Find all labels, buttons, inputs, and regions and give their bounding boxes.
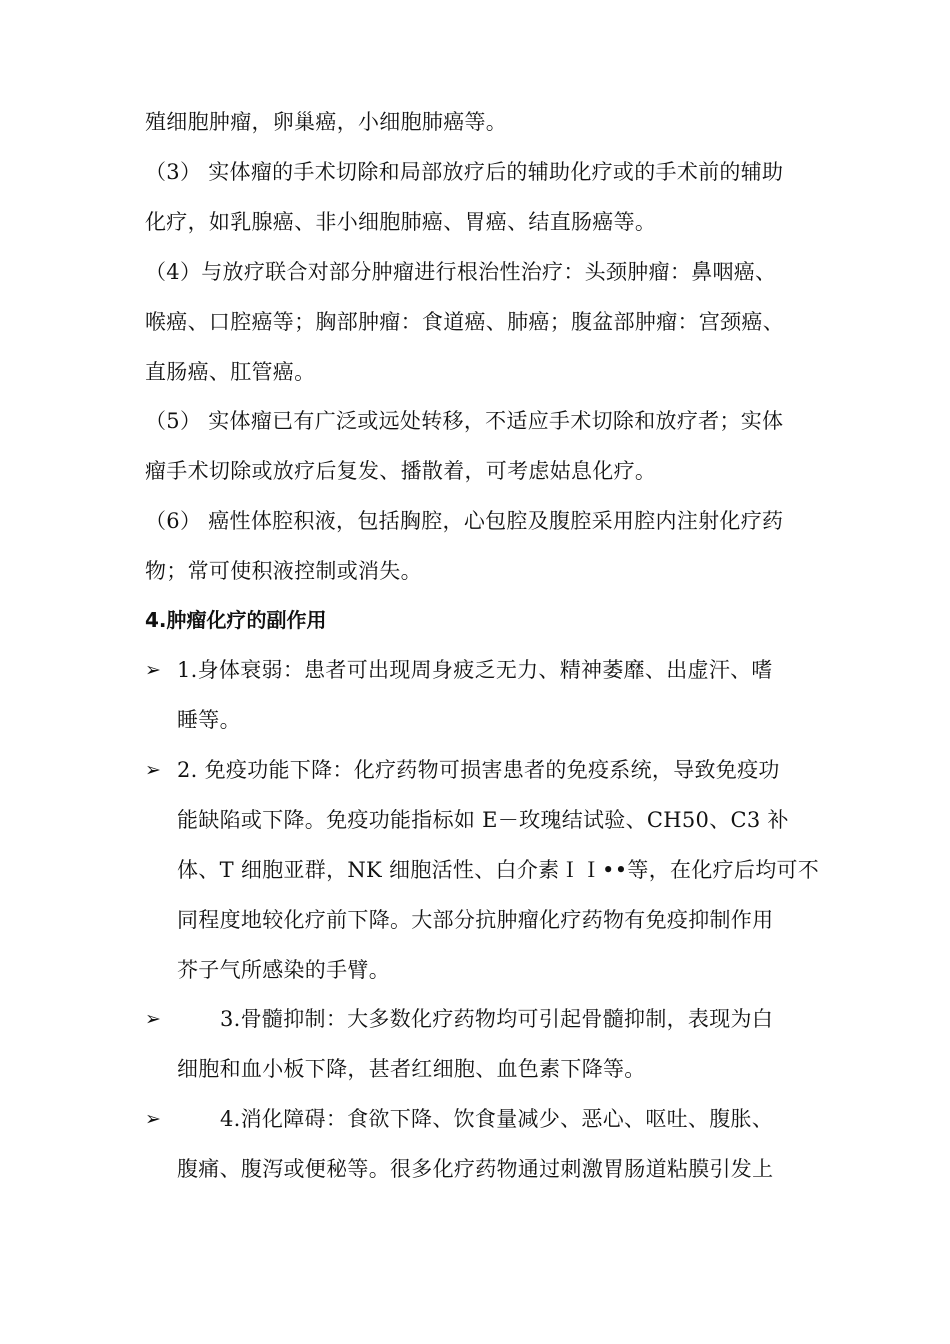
bullet-line: 芥子气所感染的手臂。 (177, 958, 390, 982)
paragraph-line: 物；常可使积液控制或消失。 (145, 559, 422, 583)
paragraph-line: （5） 实体瘤已有广泛或远处转移，不适应手术切除和放疗者；实体 (145, 409, 784, 433)
bullet-arrow-icon: ➢ (145, 1108, 161, 1130)
bullet-arrow-icon: ➢ (145, 1008, 161, 1030)
paragraph-line: 喉癌、口腔癌等；胸部肿瘤：食道癌、肺癌；腹盆部肿瘤：宫颈癌、 (145, 310, 784, 334)
bullet-line: 细胞和血小板下降，甚者红细胞、血色素下降等。 (177, 1057, 646, 1081)
paragraph-line: （4）与放疗联合对部分肿瘤进行根治性治疗：头颈肿瘤：鼻咽癌、 (145, 260, 777, 284)
paragraph-line: （3） 实体瘤的手术切除和局部放疗后的辅助化疗或的手术前的辅助 (145, 160, 784, 184)
bullet-line: 同程度地较化疗前下降。大部分抗肿瘤化疗药物有免疫抑制作用 (177, 908, 774, 932)
bullet-line: 4.消化障碍：食欲下降、饮食量减少、恶心、呕吐、腹胀、 (220, 1107, 774, 1131)
bullet-line: 1.身体衰弱：患者可出现周身疲乏无力、精神萎靡、出虚汗、嗜 (177, 658, 773, 682)
bullet-line: 能缺陷或下降。免疫功能指标如 E－玫瑰结试验、CH50、C3 补 (177, 808, 789, 832)
section-heading: 4.肿瘤化疗的副作用 (145, 608, 327, 632)
paragraph-line: （6） 癌性体腔积液，包括胸腔，心包腔及腹腔采用腔内注射化疗药 (145, 509, 784, 533)
bullet-line: 2. 免疫功能下降：化疗药物可损害患者的免疫系统，导致免疫功 (177, 758, 780, 782)
bullet-line: 腹痛、腹泻或便秘等。很多化疗药物通过刺激胃肠道粘膜引发上 (177, 1157, 774, 1181)
bullet-arrow-icon: ➢ (145, 659, 161, 681)
paragraph-line: 化疗，如乳腺癌、非小细胞肺癌、胃癌、结直肠癌等。 (145, 210, 657, 234)
bullet-line: 体、T 细胞亚群，NK 细胞活性、白介素ＩＩ••等，在化疗后均可不 (177, 858, 820, 882)
bullet-arrow-icon: ➢ (145, 759, 161, 781)
bullet-line: 睡等。 (177, 708, 241, 732)
bullet-line: 3.骨髓抑制：大多数化疗药物均可引起骨髓抑制，表现为白 (220, 1007, 774, 1031)
paragraph-line: 瘤手术切除或放疗后复发、播散着，可考虑姑息化疗。 (145, 459, 657, 483)
paragraph-line: 直肠癌、肛管癌。 (145, 360, 316, 384)
paragraph-line: 殖细胞肿瘤，卵巢癌，小细胞肺癌等。 (145, 110, 508, 134)
